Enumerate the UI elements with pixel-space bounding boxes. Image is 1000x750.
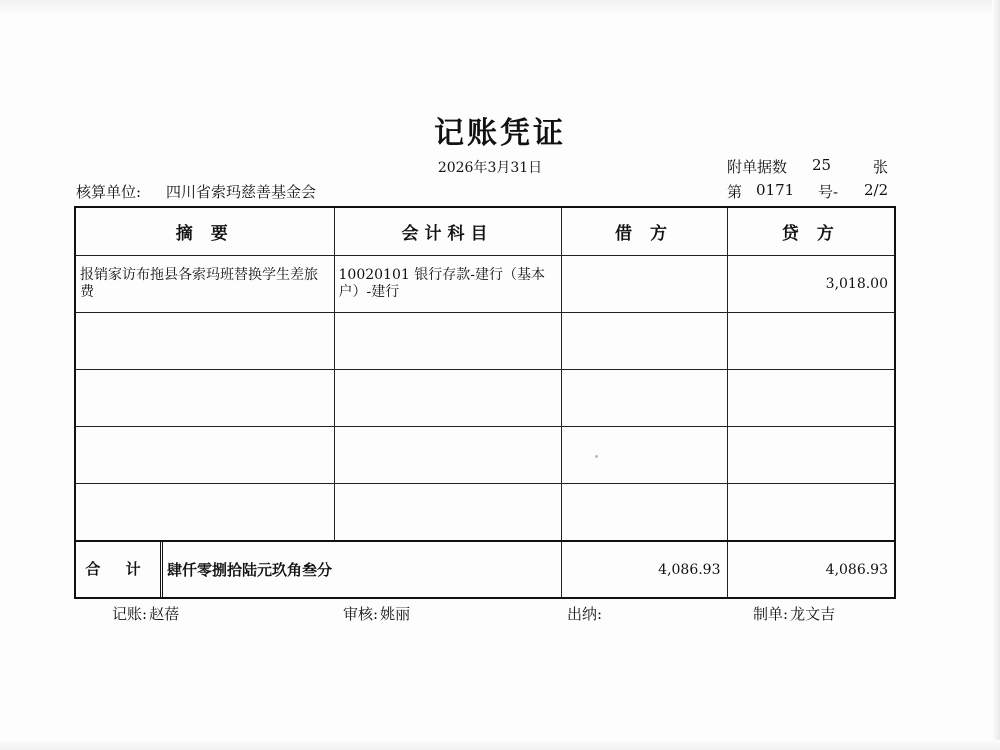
preparer-signature — [753, 603, 835, 624]
column-header-credit: 贷 方 — [727, 207, 895, 256]
credit-cell — [727, 370, 895, 427]
credit-cell: 3,018.00 — [727, 256, 895, 313]
auditor-label: 审核: — [343, 605, 379, 623]
table-row — [75, 256, 895, 313]
debit-cell — [561, 313, 727, 370]
total-credit: 4,086.93 — [727, 541, 895, 598]
account-cell — [334, 370, 561, 427]
debit-cell — [561, 484, 727, 542]
table-row — [75, 313, 895, 370]
total-row — [75, 541, 895, 598]
scan-edge — [0, 0, 1000, 14]
column-header-debit: 借 方 — [561, 207, 727, 256]
scan-speck — [595, 455, 598, 458]
table-row — [75, 370, 895, 427]
voucher-page-number: 2/2 — [864, 181, 889, 199]
scan-edge — [0, 740, 1000, 750]
accounting-unit-name: 四川省索玛慈善基金会 — [166, 183, 317, 201]
attachments-unit: 张 — [873, 158, 889, 176]
bookkeeper-signature — [112, 603, 179, 624]
attachments-count: 25 — [812, 156, 832, 174]
debit-cell — [561, 256, 727, 313]
bookkeeper-name: 赵蓓 — [149, 605, 180, 623]
voucher-date: 2026年3月31日 — [437, 160, 543, 176]
account-cell — [334, 427, 561, 484]
cashier-label: 出纳: — [567, 605, 603, 623]
credit-cell — [727, 313, 895, 370]
preparer-label: 制单: — [753, 605, 789, 623]
bookkeeper-label: 记账: — [112, 605, 148, 623]
account-cell — [334, 484, 561, 542]
accounting-unit-label: 核算单位: — [76, 183, 142, 201]
summary-cell — [75, 370, 334, 427]
summary-cell: 报销家访布拖县各索玛班替换学生差旅费 — [75, 256, 334, 313]
total-amount-in-words: 肆仟零捌拾陆元玖角叁分 — [167, 561, 333, 579]
auditor-name: 姚丽 — [380, 605, 411, 623]
summary-cell — [75, 427, 334, 484]
debit-cell — [561, 427, 727, 484]
column-header-account: 会计科目 — [334, 207, 561, 256]
credit-cell — [727, 427, 895, 484]
voucher-table — [74, 206, 896, 599]
voucher-number-label: 第 — [727, 183, 743, 201]
table-header-row — [75, 207, 895, 256]
voucher-number-suffix: 号- — [818, 183, 839, 201]
account-cell — [334, 313, 561, 370]
total-summary-cell — [75, 541, 561, 598]
account-cell: 10020101 银行存款-建行（基本户）-建行 — [334, 256, 561, 313]
preparer-name: 龙文吉 — [790, 605, 836, 623]
summary-cell — [75, 313, 334, 370]
voucher-title: 记账凭证 — [434, 116, 566, 151]
voucher-number: 0171 — [756, 181, 795, 199]
auditor-signature — [343, 603, 410, 624]
attachments-label: 附单据数 — [727, 158, 788, 176]
table-row — [75, 484, 895, 542]
summary-cell — [75, 484, 334, 542]
total-label: 合 计 — [76, 542, 163, 597]
cashier-signature — [567, 603, 604, 624]
debit-cell — [561, 370, 727, 427]
table-row — [75, 427, 895, 484]
total-debit: 4,086.93 — [561, 541, 727, 598]
credit-cell — [727, 484, 895, 542]
column-header-summary: 摘 要 — [75, 207, 334, 256]
